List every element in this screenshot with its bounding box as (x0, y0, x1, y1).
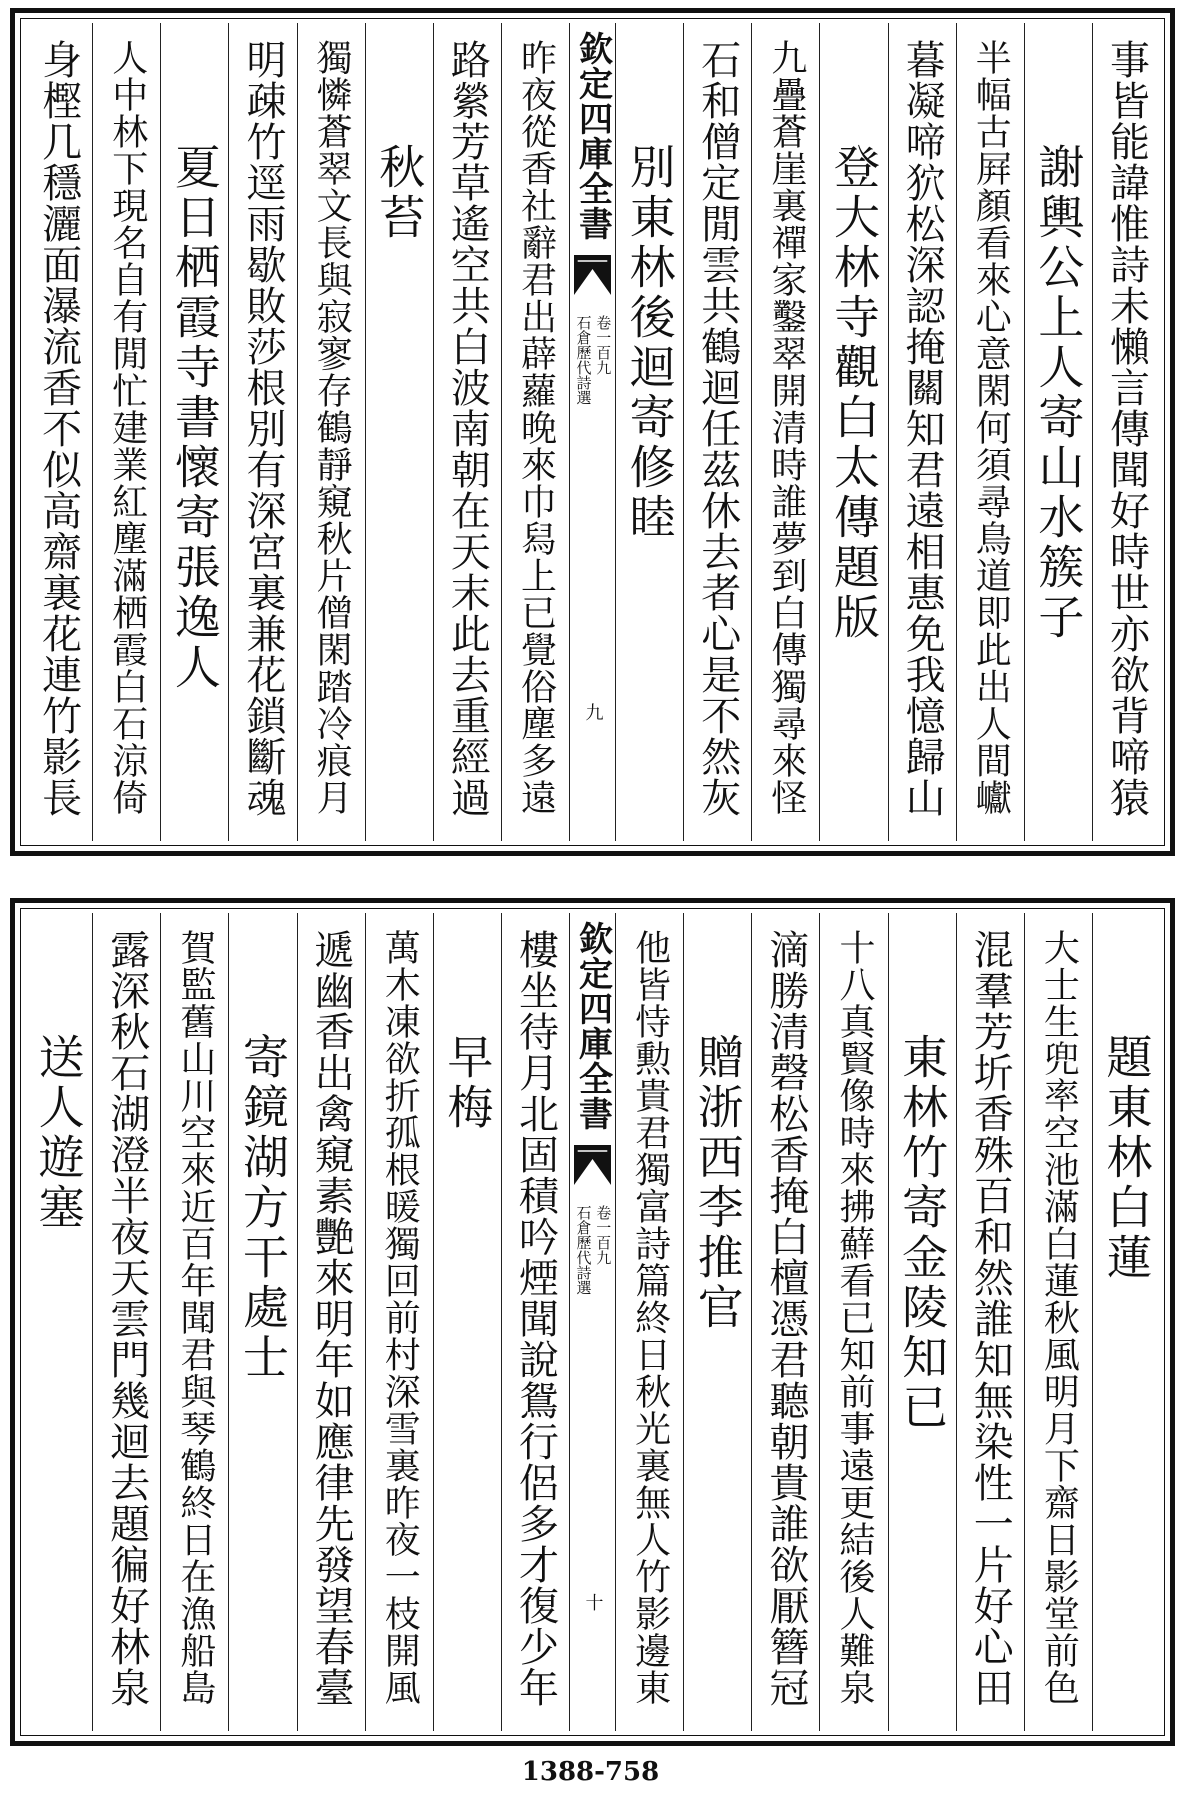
text-column (501, 23, 569, 841)
text-column (228, 913, 296, 1731)
collection-title: 石倉歷代詩選 (574, 1205, 593, 1295)
text-column (751, 913, 819, 1731)
poem-line: 滴勝清磬松香掩白檀憑君聽朝貴誰欲厭簪冠 (762, 929, 809, 1708)
collection-title: 石倉歷代詩選 (574, 315, 593, 405)
text-column (160, 913, 228, 1731)
poem-title: 東林竹寄金陵知已 (895, 1033, 950, 1433)
poem-line: 大士生兜率空池滿白蓮秋風明月下齋日影堂前色 (1038, 929, 1080, 1706)
poem-line: 九疊蒼崖裏禪家鑿翠開清時誰夢到白傳獨尋來怪 (765, 39, 807, 816)
poem-line: 身樫几穩灑面瀑流香不似高齋裏花連竹影長 (35, 39, 82, 818)
text-column (25, 23, 92, 841)
text-column (1024, 913, 1092, 1731)
poem-title: 別東林後迴寄修睦 (622, 143, 677, 543)
text-column (25, 913, 92, 1731)
text-column (92, 913, 160, 1731)
poem-title: 寄鏡湖方干處士 (235, 1033, 290, 1383)
poem-line: 賀監舊山川空來近百年聞君與琴鶴終日在漁船島 (174, 929, 216, 1706)
volume-label: 卷一百九 (594, 1205, 613, 1265)
folio-number: 九 (582, 703, 604, 721)
poem-line: 暮凝啼狖松深認掩關知君遠相惠免我憶歸山 (899, 39, 946, 818)
poem-line: 明疎竹逕雨歇敗莎根別有深宮裏兼花鎖斷魂 (239, 39, 286, 818)
center-spine (569, 23, 615, 841)
text-column (956, 913, 1024, 1731)
page-bottom (10, 898, 1175, 1746)
poem-title: 秋苔 (372, 143, 427, 243)
text-columns-bottom (25, 913, 1160, 1731)
page-top (10, 8, 1175, 856)
book-title-box (570, 31, 615, 251)
text-columns-top (25, 23, 1160, 841)
text-column (819, 23, 887, 841)
text-column (683, 913, 751, 1731)
poem-title: 登大林寺觀白太傳題版 (826, 143, 881, 643)
book-title-box (570, 921, 615, 1141)
text-column (92, 23, 160, 841)
book-title: 欽定四庫全書 (572, 31, 613, 241)
text-column (297, 913, 365, 1731)
text-column (1092, 913, 1160, 1731)
poem-line: 萬木凍欲折孤根暖獨回前村深雪裏昨夜一枝開風 (379, 929, 421, 1706)
text-column (160, 23, 228, 841)
text-column (433, 23, 501, 841)
poem-title: 夏日栖霞寺書懷寄張逸人 (167, 143, 222, 693)
poem-title: 贈浙西李推官 (690, 1033, 745, 1333)
text-column (501, 913, 569, 1731)
poem-line: 十八真賢像時來拂蘚看已知前事遠更結後人難泉 (833, 929, 875, 1706)
poem-title: 送人遊塞 (31, 1033, 86, 1233)
text-column (615, 913, 683, 1731)
poem-title: 題東林白蓮 (1099, 1033, 1154, 1283)
text-column (1024, 23, 1092, 841)
poem-line: 樓坐待月北固積吟煙聞說鴛行侶多才復少年 (512, 929, 559, 1708)
folio-number: 十 (582, 1593, 604, 1611)
poem-title: 早梅 (440, 1033, 495, 1133)
poem-line: 他皆恃勲貴君獨富詩篇終日秋光裏無人竹影邊東 (629, 929, 671, 1706)
text-column (956, 23, 1024, 841)
poem-line: 遞幽香出禽窺素艷來明年如應律先發望春臺 (308, 929, 355, 1708)
text-column (1092, 23, 1160, 841)
poem-line: 人中林下現名自有閒忙建業紅塵滿栖霞白石涼倚 (106, 39, 148, 816)
poem-line: 露深秋石湖澄半夜天雲門幾迴去題徧好林泉 (103, 929, 150, 1708)
text-column (819, 913, 887, 1731)
text-column (297, 23, 365, 841)
center-spine (569, 913, 615, 1731)
poem-line: 昨夜從香社辭君出薜蘿晚來巾舄上已覺俗塵多遠 (515, 39, 557, 816)
poem-line: 半幅古屛顏看來心意閑何須尋鳥道即此出人間巘 (970, 39, 1012, 816)
volume-label: 卷一百九 (594, 315, 613, 375)
book-title: 欽定四庫全書 (572, 921, 613, 1131)
poem-line: 混羣芳圻香殊百和然誰知無染性一片好心田 (967, 929, 1014, 1708)
text-column (888, 913, 956, 1731)
spine-side-text (570, 315, 615, 405)
poem-title: 謝輿公上人寄山水簇子 (1031, 143, 1086, 643)
spine-side-text (570, 1205, 615, 1295)
text-column (433, 913, 501, 1731)
page-footer-number: 1388-758 (521, 1757, 660, 1787)
fish-tail-mark-icon (574, 255, 611, 295)
text-column (365, 23, 433, 841)
text-column (615, 23, 683, 841)
poem-line: 事皆能諱惟詩未懶言傳聞好時世亦欲背啼猿 (1103, 39, 1150, 818)
text-column (683, 23, 751, 841)
poem-line: 獨憐蒼翠文長與寂寥存鶴靜窺秋片僧閑踏冷痕月 (311, 39, 353, 816)
poem-line: 石和僧定閒雲共鶴迴任茲休去者心是不然灰 (694, 39, 741, 818)
text-column (888, 23, 956, 841)
poem-line: 路縈芳草遙空共白波南朝在天末此去重經過 (444, 39, 491, 818)
text-column (751, 23, 819, 841)
fish-tail-mark-icon (574, 1145, 611, 1185)
text-column (365, 913, 433, 1731)
text-column (228, 23, 296, 841)
